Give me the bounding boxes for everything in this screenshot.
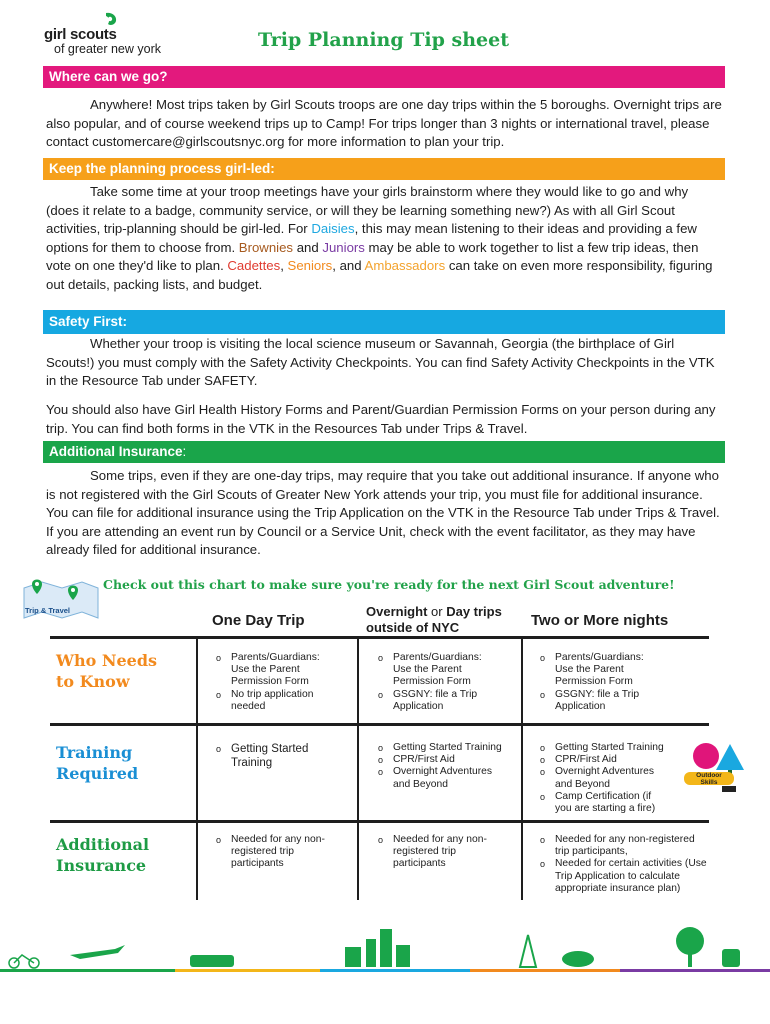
trip-travel-icon xyxy=(22,578,100,622)
safety-paragraph-1 xyxy=(46,335,722,391)
list-item: o Getting Started Training xyxy=(378,742,512,754)
brownies-label: Brownies xyxy=(238,239,294,255)
outdoor-skills-icon xyxy=(682,742,748,794)
row-label-insurance-1: Additional xyxy=(56,835,150,854)
list-item: o GSGNY: file a Trip Application xyxy=(540,689,664,713)
gsgny-logo xyxy=(44,12,174,56)
ambassadors-label: Ambassadors xyxy=(364,258,446,274)
safety-text-2: You should also have Girl Health History Forms and Parent/Guardian Permission Forms on your person during any trip. You can find both forms in the VTK in the Resources Tab under Trips & Travel. xyxy=(46,402,716,436)
list-item: o Overnight Adventures and Beyond xyxy=(378,766,512,790)
planning-comma: , xyxy=(280,258,288,274)
cell-who-two-more xyxy=(540,652,664,713)
cadettes-label: Cadettes xyxy=(227,258,281,274)
planning-paragraph xyxy=(46,183,722,295)
row-label-insurance-2: Insurance xyxy=(56,856,147,875)
cell-training-overnight xyxy=(378,742,512,791)
row-label-training-2: Required xyxy=(56,764,139,783)
col-one-day: One Day Trip xyxy=(212,612,305,629)
cell-training-one-day xyxy=(216,743,326,770)
list-item: o GSGNY: file a Trip Application xyxy=(378,689,502,713)
table-rule-mid-2 xyxy=(50,820,709,823)
footer-skyline xyxy=(0,925,770,975)
col-overnight-c: outside of NYC xyxy=(366,620,460,635)
list-item: o Getting Started Training xyxy=(540,742,670,754)
juniors-label: Juniors xyxy=(322,239,365,255)
outdoor-skills-badge xyxy=(682,742,748,794)
col-overnight-or: or xyxy=(427,604,447,619)
planning-header-text: Keep the planning process girl-led: xyxy=(49,161,275,176)
table-rule-top xyxy=(50,636,709,639)
col-overnight-a: Overnight xyxy=(366,604,428,619)
insurance-text: Some trips, even if they are one-day trips, may require that you take out additional insurance. If anyone who is not registered with the Girl Scouts of Greater New York attends your trip, you must file for additional insurance. You can file for additional insurance using the Trip Application on the VTK in the Resource Tab under Trips & Travel. If you are attending an event run by Council or a Service Unit, check with the event facilitator, as they may have already filed for additional insurance. xyxy=(46,468,720,558)
cell-insurance-one-day xyxy=(216,834,334,871)
row-label-who-1: Who Needs xyxy=(56,651,158,670)
outdoor-skills-label: Outdoor Skills xyxy=(696,772,722,786)
list-item: o Parents/Guardians: Use the Parent Permission Form xyxy=(540,652,664,689)
table-divider-1 xyxy=(196,636,198,900)
list-item: o Needed for any non-registered trip participants xyxy=(216,834,334,871)
safety-header xyxy=(43,310,725,334)
planning-and-1: and xyxy=(293,239,323,255)
row-label-who xyxy=(56,650,157,692)
table-divider-2 xyxy=(357,636,359,900)
insurance-header-colon: : xyxy=(182,444,187,459)
insurance-header xyxy=(43,441,725,463)
cell-who-overnight xyxy=(378,652,502,713)
list-item: o No trip application needed xyxy=(216,689,340,713)
planning-text-3: may be able to work together to list a few trip ideas, then vote on one they'd like to plan. xyxy=(46,239,699,274)
table-divider-3 xyxy=(521,636,523,900)
logo-line-1: girl scouts xyxy=(44,26,117,43)
cell-training-two-more xyxy=(540,742,670,815)
list-item: o Needed for certain activities (Use Trip Application to calculate appropriate insurance plan) xyxy=(540,858,708,895)
insurance-paragraph xyxy=(46,467,722,560)
cell-insurance-two-more xyxy=(540,834,708,895)
row-label-insurance xyxy=(56,834,149,876)
list-item: o Needed for any non-registered trip participants xyxy=(378,834,496,871)
list-item: o CPR/First Aid xyxy=(540,754,670,766)
planning-text-2: , this may mean listening to their ideas and providing a few options for them to choose from. xyxy=(46,221,697,255)
safety-text-1: Whether your troop is visiting the local science museum or Savannah, Georgia (the birthplace of Girl Scouts!) you must comply with the Safety Activity Checkpoints. You can find Safety Activity Checkpoints in the VTK in the Resource Tab under SAFETY. xyxy=(46,336,715,389)
list-item: o Needed for any non-registered trip participants, xyxy=(540,834,708,858)
safety-paragraph-2 xyxy=(46,401,722,438)
page-title: Trip Planning Tip sheet xyxy=(258,29,509,51)
planning-text-4: can take on even more responsibility, figuring out details, packing lists, and budget. xyxy=(46,258,713,292)
where-header-text: Where can we go? xyxy=(49,69,168,84)
cell-who-one-day xyxy=(216,652,340,713)
col-overnight-b: Day trips xyxy=(446,604,502,619)
planning-text-1: Take some time at your troop meetings have your girls brainstorm where they would like to go and why (does it relate to a badge, community service, or will they be learning something new?) As with all Girl Scout activities, trip-planning should be girl-led. For xyxy=(46,184,689,237)
seniors-label: Seniors xyxy=(287,258,333,274)
chart-caption: Check out this chart to make sure you're ready for the next Girl Scout adventure! xyxy=(103,577,675,592)
safety-header-text: Safety First: xyxy=(49,314,128,329)
city-skyline-icon xyxy=(0,925,770,975)
cell-insurance-overnight xyxy=(378,834,496,871)
list-item: o Overnight Adventures and Beyond xyxy=(540,766,670,790)
where-header xyxy=(43,66,725,88)
list-item: o Camp Certification (if you are starting a fire) xyxy=(540,791,670,815)
daisies-label: Daisies xyxy=(311,221,355,237)
where-paragraph xyxy=(46,96,722,152)
row-label-training-1: Training xyxy=(56,743,133,762)
where-text: Anywhere! Most trips taken by Girl Scouts troops are one day trips within the 5 boroughs. Overnight trips are also popular, and of course weekend trips up to Camp! For trips longer than 3 nights or international travel, please contact customercare@girlscoutsnyc.org for more information to plan your trip. xyxy=(46,97,722,150)
row-label-training xyxy=(56,742,138,784)
list-item: o Parents/Guardians: Use the Parent Permission Form xyxy=(216,652,340,689)
list-item: o Parents/Guardians: Use the Parent Permission Form xyxy=(378,652,502,689)
list-item: o Getting Started Training xyxy=(216,743,326,770)
col-overnight xyxy=(366,604,502,636)
row-label-who-2: to Know xyxy=(56,672,130,691)
planning-header xyxy=(43,158,725,180)
trip-travel-label: Trip & Travel xyxy=(25,606,71,615)
insurance-header-text: Additional Insurance xyxy=(49,444,183,459)
logo-line-2: of greater new york xyxy=(54,42,161,56)
col-two-more: Two or More nights xyxy=(531,612,669,629)
list-item: o CPR/First Aid xyxy=(378,754,512,766)
planning-and-2: , and xyxy=(332,258,365,274)
table-rule-mid-1 xyxy=(50,723,709,726)
